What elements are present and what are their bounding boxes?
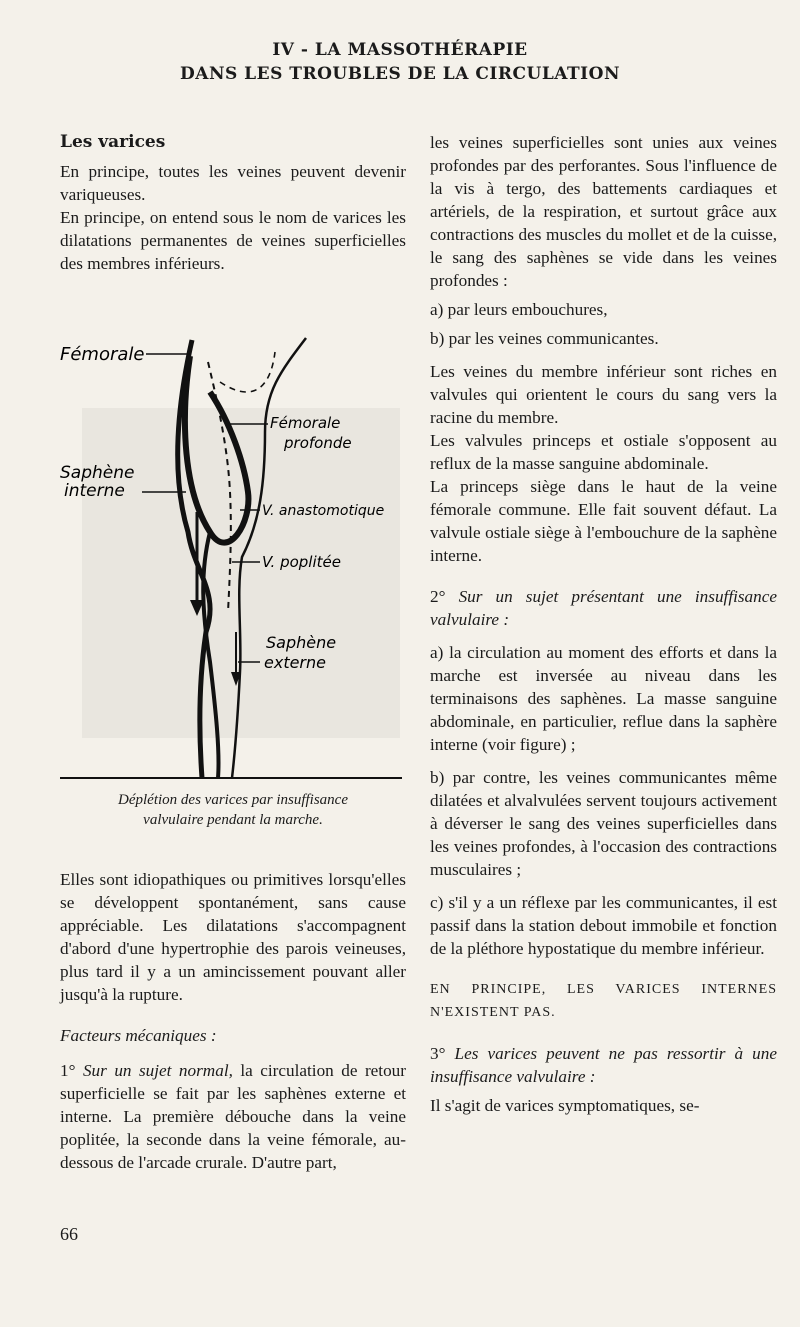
paragraph <box>60 1059 406 1174</box>
italic-lead: Les varices peuvent ne pas ressortir à une insuffisance valvulaire : <box>430 1044 777 1086</box>
subheading: Facteurs mécaniques : <box>60 1026 217 1045</box>
list-item: a) par leurs embouchures, <box>430 300 608 319</box>
label-femorale-profonde-1: Fémorale <box>270 414 341 432</box>
paragraph-text: la circulation de retour superficielle se fait par les saphènes externe et interne. La première débouche dans la veine poplitée, la seconde dans la veine fémorale, au-dessous de l'arcade crurale. D'autre part, <box>60 1061 406 1172</box>
section-heading: Les varices <box>60 132 166 152</box>
chapter-title-line-2: DANS LES TROUBLES DE LA CIRCULATION <box>180 64 620 84</box>
item-number: 2° <box>430 587 446 606</box>
chapter-title-line-1: IV - LA MASSOTHÉRAPIE <box>272 40 528 60</box>
label-femorale: Fémorale <box>60 344 145 365</box>
femorale-profonde-dashed <box>220 352 275 392</box>
list-item: a) la circulation au moment des efforts et dans la marche est inversée au niveau dans les terminaisons des saphènes. La masse sanguine abdominale, en particulier, reflue dans la saphère interne (voir figure) ; <box>430 643 777 754</box>
paragraph: La princeps siège dans le haut de la veine fémorale commune. Elle fait souvent défaut. La valvule ostiale siège à l'embouchure de la saphène interne. <box>430 477 777 565</box>
leg-veins-figure <box>60 332 406 782</box>
paragraph: Les valvules princeps et ostiale s'opposent au reflux de la masse sanguine abdominale. <box>430 431 777 473</box>
item-number: 1° <box>60 1061 76 1080</box>
figure-caption-line-1: Déplétion des varices par insuffisance <box>118 792 348 808</box>
italic-lead: Sur un sujet présentant une insuffisance valvulaire : <box>430 587 778 629</box>
label-femorale-profonde-2: profonde <box>284 434 352 452</box>
paragraph: En principe, on entend sous le nom de varices les dilatations permanentes de veines superficielles des membres inférieurs. <box>60 208 406 273</box>
section-3-heading <box>430 1042 777 1088</box>
section-2-heading <box>430 585 777 631</box>
left-column-bottom <box>60 790 406 1174</box>
italic-lead: Sur un sujet normal, <box>82 1061 233 1080</box>
label-saphene-externe-1: Saphène <box>266 633 337 652</box>
principle-statement: EN PRINCIPE, LES VARICES INTERNES N'EXISTENT PAS. <box>430 982 777 1020</box>
label-v-anastomotique: V. anastomotique <box>262 503 385 519</box>
paragraph: Les veines du membre inférieur sont riches en valvules qui orientent le cours du sang vers la racine du membre. <box>430 362 777 427</box>
list-item: b) par les veines communicantes. <box>430 329 659 348</box>
left-column-top <box>60 131 406 275</box>
paragraph: les veines superficielles sont unies aux veines profondes par des perforantes. Sous l'influence de la vis à tergo, des battements cardiaques et artériels, de la respiration, et surtout grâce aux contractions des muscles du mollet et de la cuisse, le sang des saphènes se vide dans les veines profondes : <box>430 133 777 290</box>
item-number: 3° <box>430 1044 446 1063</box>
figure-caption-line-2: valvulaire pendant la marche. <box>143 812 323 828</box>
right-column <box>430 131 777 1117</box>
list-item: c) s'il y a un réflexe par les communicantes, il est passif dans la station debout immobile et fonction de la pléthore hypostatique du membre inférieur. <box>430 893 777 958</box>
label-v-poplitee: V. poplitée <box>262 553 341 571</box>
list-item: b) par contre, les veines communicantes même dilatées et alvalvulées servent toujours activement à déverser le sang des veines superficielles dans les veines profondes, à l'occasion des contractions musculaires ; <box>430 768 777 879</box>
label-saphene-interne-1: Saphène <box>60 463 135 483</box>
paragraph: Elles sont idiopathiques ou primitives lorsqu'elles se développent spontanément, sans cause appréciable. Les dilatations s'accompagnent d'abord d'une hypertrophie des parois veineuses, plus tard il y a un amincissement pouvant aller jusqu'à la rupture. <box>60 870 406 1004</box>
label-saphene-interne-2: interne <box>64 481 125 501</box>
page-number: 66 <box>60 1224 78 1244</box>
paragraph: Il s'agit de varices symptomatiques, se- <box>430 1096 700 1115</box>
chapter-title <box>0 38 800 86</box>
leg-veins-drawing <box>60 332 406 782</box>
label-saphene-externe-2: externe <box>264 653 326 672</box>
paragraph: En principe, toutes les veines peuvent devenir variqueuses. <box>60 162 406 204</box>
